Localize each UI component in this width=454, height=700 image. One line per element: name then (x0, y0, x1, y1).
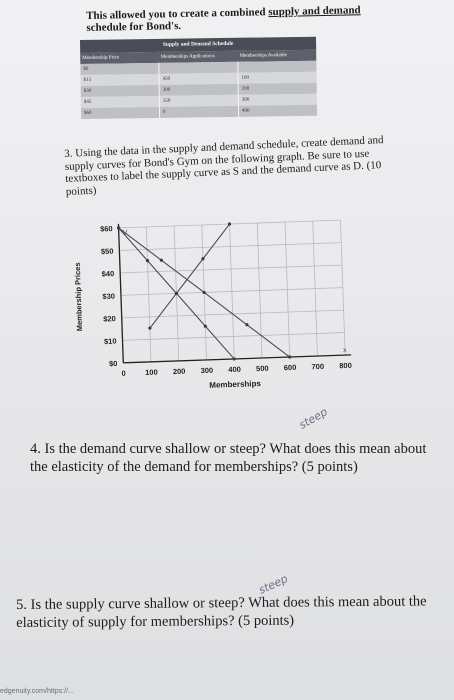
y-tick-label: $20 (103, 314, 116, 324)
table-cell: $60 (81, 107, 160, 119)
table-cell: 100 (241, 75, 250, 81)
table-cell: $30 (81, 85, 160, 97)
table-title: Supply and Demand Schedule (80, 37, 316, 53)
question-3: 3. Using the data in the supply and demand schedule, create demand and supply curves for Bond's Gym on the following graph. Be sure to use textboxes to label the supply curve as S and the demand curve as D. (10 points) (64, 134, 384, 198)
supply-demand-graph (58, 202, 364, 402)
footer-url: edgenuity.com/https://... (0, 688, 74, 695)
table-cell: 150 (160, 95, 239, 107)
table-cell: 300 (160, 84, 239, 96)
table-cell: 0 (160, 106, 239, 118)
y-tick-label: $10 (103, 336, 117, 346)
table-header-available: Memberships Available (239, 53, 287, 59)
table-cell: 450 (159, 73, 238, 85)
y-tick-label: $40 (101, 269, 115, 279)
y-tick-label: $0 (108, 359, 118, 369)
table-cell: 300 (241, 97, 250, 103)
supply-demand-table (80, 37, 317, 119)
x-tick-label: 800 (339, 360, 352, 371)
intro-text (86, 4, 376, 34)
intro-line1-underlined: supply and demand (268, 4, 361, 19)
table-cell: 200 (241, 86, 250, 92)
table-cell: $15 (80, 74, 159, 86)
table-row (81, 105, 317, 119)
x-tick-label: 300 (200, 365, 214, 376)
x-tick-label: 100 (144, 367, 158, 378)
intro-line2: schedule for Bond's. (86, 20, 182, 34)
x-tick-label: 600 (283, 362, 297, 373)
series-line-2 (146, 224, 233, 328)
x-axis-label: Memberships (209, 379, 262, 390)
table-header-applications: Memberships Applications (160, 54, 215, 60)
annotation-v: V (122, 229, 128, 237)
y-axis-label: Membership Prices (72, 262, 85, 332)
table-cell: $0 (80, 63, 159, 75)
x-tick-label: 0 (121, 368, 126, 378)
x-tick-label: 500 (255, 363, 269, 374)
x-tick-label: 700 (311, 361, 325, 372)
question-5: 5. Is the supply curve shallow or steep? What does this mean about the elasticity of supply for memberships? (5 points) (16, 593, 427, 631)
y-tick-label: $50 (100, 246, 114, 257)
question-4: 4. Is the demand curve shallow or steep? What does this mean about the elasticity of the demand for memberships? (5 points) (30, 441, 427, 475)
y-tick-label: $60 (99, 224, 113, 234)
y-axis (118, 224, 123, 363)
intro-line1: This allowed you to create a combined (86, 6, 269, 22)
table-body (80, 61, 317, 119)
table-cell: $45 (81, 96, 160, 108)
table-header-price: Membership Price (82, 55, 120, 61)
handwritten-note-q5: steep (256, 572, 290, 597)
annotation-x: x (342, 347, 347, 355)
x-tick-label: 200 (172, 366, 186, 377)
table-cell: 400 (241, 108, 250, 114)
y-tick-label: $30 (102, 291, 116, 301)
chart-svg (58, 202, 364, 402)
handwritten-note-q4: steep (296, 405, 330, 432)
x-tick-label: 400 (228, 364, 242, 375)
